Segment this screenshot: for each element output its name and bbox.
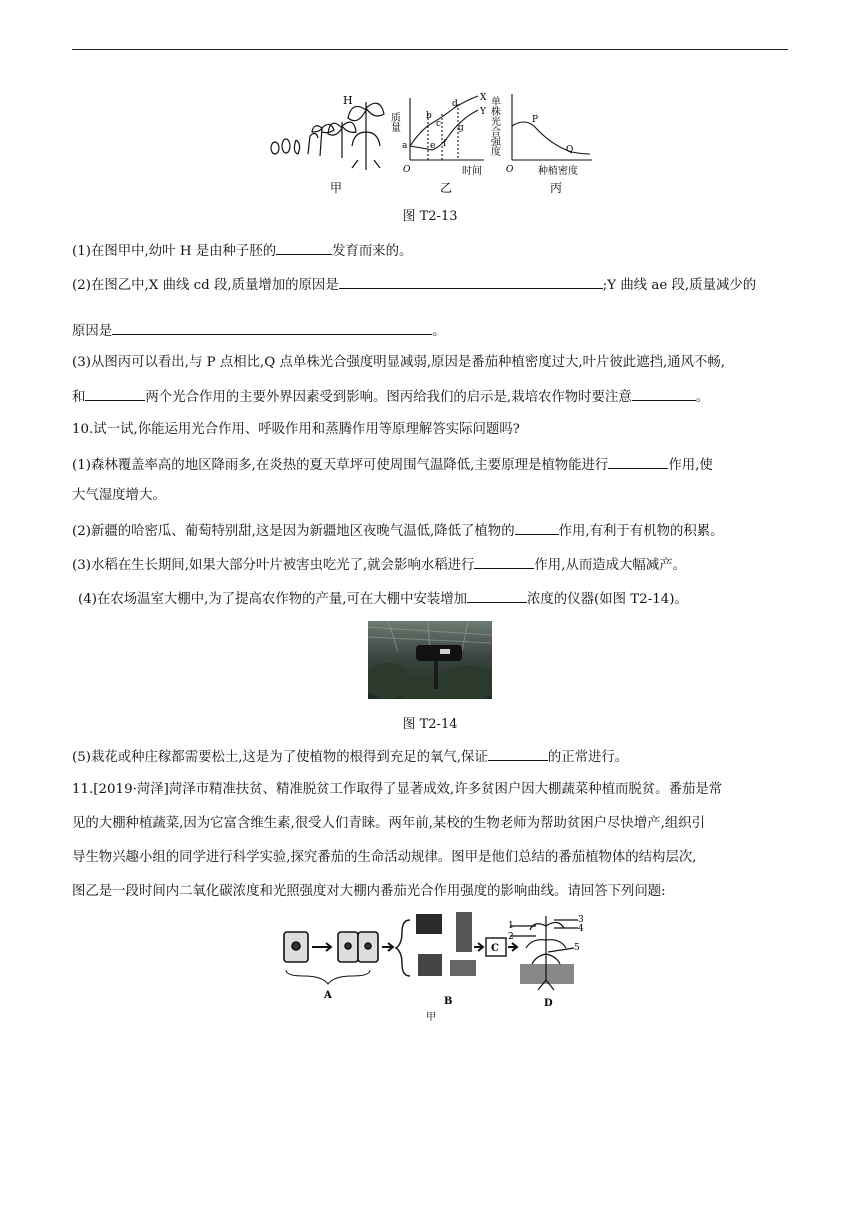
- label-p: P: [532, 115, 539, 125]
- label-x: X: [480, 93, 487, 103]
- arrow-icon: [312, 943, 331, 951]
- label-b: b: [426, 111, 432, 121]
- label-o-yi: O: [403, 165, 411, 175]
- answer-blank[interactable]: [112, 320, 432, 335]
- figure-structural-levels: [278, 906, 588, 1022]
- greenhouse-photo: [368, 621, 492, 699]
- label-d: d: [452, 99, 458, 109]
- caption-t2-13: 图 T2-13: [402, 209, 458, 224]
- q10-s2-pre: (2)新疆的哈密瓜、葡萄特别甜,这是因为新疆地区夜晚气温低,降低了植物的: [72, 524, 515, 539]
- q9-line-1: [72, 240, 788, 262]
- label-danzhu: 单株光合强度: [488, 96, 500, 156]
- label-f: f: [443, 139, 447, 149]
- label-o-bing: O: [506, 165, 514, 175]
- q9-l3-pre: 原因是: [72, 324, 113, 339]
- answer-blank[interactable]: [276, 240, 332, 255]
- label-c: C: [491, 943, 499, 954]
- answer-blank[interactable]: [85, 386, 145, 401]
- label-y: Y: [480, 107, 486, 117]
- tomato-plant-d: [510, 916, 578, 990]
- q10-s4: [78, 588, 794, 610]
- q10-s1b: 大气湿度增大。: [72, 488, 166, 503]
- arrow-icon: [382, 943, 393, 951]
- q10-s5: [72, 746, 788, 768]
- q9-l3-post: 。: [432, 324, 446, 339]
- q10-s1-pre: (1)森林覆盖率高的地区降雨多,在炎热的夏天草坪可使周围气温降低,主要原理是植物能进行: [72, 458, 609, 473]
- q9-l1-pre: (1)在图甲中,幼叶 H 是由种子胚的: [72, 244, 277, 259]
- q9-l5-pre: 和: [72, 390, 86, 405]
- q10-title: 10.试一试,你能运用光合作用、呼吸作用和蒸腾作用等原理解答实际问题吗?: [72, 422, 520, 437]
- arrow-icon: [508, 943, 517, 951]
- label-n4: 4: [578, 924, 584, 934]
- label-n3: 3: [578, 915, 584, 925]
- q10-s3-pre: (3)水稻在生长期间,如果大部分叶片被害虫吃光了,就会影响水稻进行: [72, 558, 475, 573]
- arrow-icon: [474, 943, 483, 951]
- label-zhiliang: 质量: [388, 112, 400, 132]
- figure-t2-13: [262, 88, 602, 200]
- label-yi: 乙: [440, 181, 453, 195]
- q11-line-3: 导生物兴趣小组的同学进行科学实验,探究番茄的生命活动规律。图甲是他们总结的番茄植物体的结构层次,: [72, 850, 697, 865]
- label-a: a: [402, 141, 408, 151]
- label-jia: 甲: [330, 181, 343, 195]
- q10-s3: [72, 554, 788, 576]
- q9-line-3: [72, 320, 788, 342]
- answer-blank[interactable]: [515, 520, 559, 535]
- q11-line-2: 见的大棚种植蔬菜,因为它富含维生素,很受人们青睐。两年前,某校的生物老师为帮助贫困户尽快增产,组织引: [72, 816, 705, 831]
- label-c: c: [436, 119, 442, 129]
- label-jia-11: 甲: [426, 1012, 436, 1022]
- label-d: D: [544, 998, 553, 1009]
- header-rule: [72, 49, 788, 50]
- answer-blank[interactable]: [608, 454, 668, 469]
- q10-s4-post: 浓度的仪器(如图 T2-14)。: [527, 592, 688, 607]
- answer-blank[interactable]: [474, 554, 534, 569]
- curve-bing: [512, 122, 590, 154]
- label-h: H: [343, 94, 353, 107]
- co2-device: [416, 645, 462, 661]
- label-n1: 1: [508, 921, 514, 931]
- q9-l5-post: 。: [695, 390, 710, 405]
- q9-line-5: [72, 386, 788, 408]
- q10-s2: [72, 520, 788, 542]
- caption-t2-14: 图 T2-14: [402, 717, 458, 732]
- q11-line-1: 11.[2019·菏泽]菏泽市精准扶贫、精准脱贫工作取得了显著成效,许多贫困户因大棚蔬菜种植而脱贫。番茄是常: [72, 782, 723, 797]
- q9-l2-pre: (2)在图乙中,X 曲线 cd 段,质量增加的原因是: [72, 278, 339, 293]
- q9-l2-mid: ;Y 曲线 ae 段,质量减少的: [602, 278, 757, 293]
- label-shijian: 时间: [462, 166, 482, 177]
- graph-bing: [512, 94, 592, 160]
- label-n2: 2: [508, 932, 514, 942]
- q10-s2-post: 作用,有利于有机物的积累。: [558, 524, 724, 539]
- q10-s1: [72, 454, 788, 476]
- answer-blank[interactable]: [339, 274, 603, 289]
- answer-blank[interactable]: [467, 588, 527, 603]
- label-e: e: [430, 141, 436, 151]
- q9-line-4: (3)从图丙可以看出,与 P 点相比,Q 点单株光合强度明显减弱,原因是番茄种植密度过大,叶片彼此遮挡,通风不畅,: [72, 355, 726, 370]
- q9-l1-post: 发育而来的。: [332, 244, 413, 259]
- q10-s1-post: 作用,使: [668, 458, 713, 473]
- label-n5: 5: [574, 943, 580, 953]
- answer-blank[interactable]: [488, 746, 548, 761]
- label-b: B: [444, 996, 453, 1007]
- q10-s5-post: 的正常进行。: [547, 750, 629, 765]
- q10-s4-pre: (4)在农场温室大棚中,为了提高农作物的产量,可在大棚中安装增加: [78, 592, 468, 607]
- graph-yi: [410, 96, 484, 160]
- label-g: g: [458, 123, 464, 133]
- q9-l5-mid: 两个光合作用的主要外界因素受到影响。图丙给我们的启示是,栽培农作物时要注意: [145, 390, 632, 405]
- label-bing: 丙: [550, 181, 563, 195]
- q11-line-4: 图乙是一段时间内二氧化碳浓度和光照强度对大棚内番茄光合作用强度的影响曲线。请回答下列问题:: [72, 884, 666, 899]
- q9-line-2: [72, 274, 788, 296]
- seed-germination-sequence: [271, 102, 384, 170]
- label-midu: 种植密度: [538, 166, 578, 177]
- tissue-group-b: [416, 912, 476, 976]
- q10-s3-post: 作用,从而造成大幅减产。: [534, 558, 686, 573]
- label-a: A: [324, 990, 332, 1001]
- q10-s5-pre: (5)栽花或种庄稼都需要松土,这是为了使植物的根得到充足的氧气,保证: [72, 750, 488, 765]
- answer-blank[interactable]: [632, 386, 696, 401]
- label-q: Q: [566, 145, 574, 155]
